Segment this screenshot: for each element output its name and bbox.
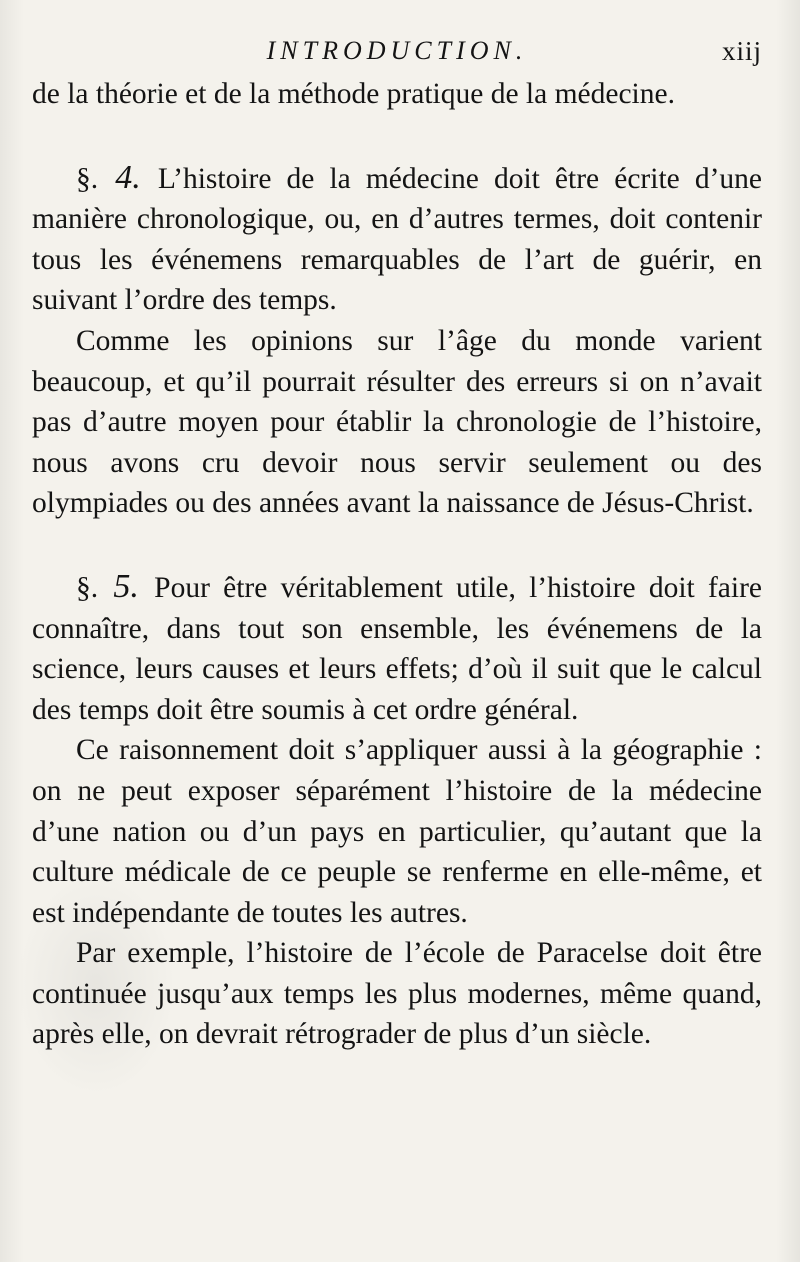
section-5-text: Pour être véritablement utile, l’histoire doit faire connaître, dans tout son ensemble, les événemens de la science, leurs causes et leurs effets; d’où il suit que le calcul des temps doit être soumis à cet ordre général. (32, 571, 763, 726)
section-mark: §. (76, 162, 99, 195)
paragraph-chronology: Comme les opinions sur l’âge du monde varient beaucoup, et qu’il pourrait résulter des erreurs si on n’avait pas d’autre moyen pour établir la chronologie de l’histoire, nous avons cru devoir nous servir seulement ou des olympiades ou des années avant la naissance de Jésus-Christ. (32, 324, 762, 520)
page-header (32, 28, 762, 74)
page-number: xiij (721, 36, 762, 66)
section-mark: §. (76, 571, 99, 604)
section-number: 4. (115, 158, 141, 196)
section-spacer (32, 524, 762, 567)
paragraph-geography: Ce raisonnement doit s’appliquer aussi à la géographie : on ne peut exposer séparément l’histoire de la médecine d’une nation ou d’un pays en particulier, qu’autant que la culture médicale de ce peuple se renferme en elle-même, et est indépendante de toutes les autres. (32, 734, 762, 929)
section-5-paragraph (32, 567, 762, 730)
section-spacer (32, 115, 762, 158)
section-4-paragraph (32, 158, 762, 321)
section-4-text: L’histoire de la médecine doit être écrite d’une manière chronologique, ou, en d’autres termes, doit contenir tous les événemens remarquables de l’art de guérir, en suivant l’ordre des temps. (32, 162, 762, 317)
section-number: 5. (113, 567, 139, 605)
paragraph-continuation: de la théorie et de la méthode pratique de la médecine. (32, 78, 675, 110)
page-text (32, 74, 762, 1055)
paragraph-paracelse: Par exemple, l’histoire de l’école de Paracelse doit être continuée jusqu’aux temps les plus modernes, même quand, après elle, on devrait rétrograder de plus d’un siècle. (32, 937, 762, 1051)
running-title: INTRODUCTION. (266, 36, 528, 65)
